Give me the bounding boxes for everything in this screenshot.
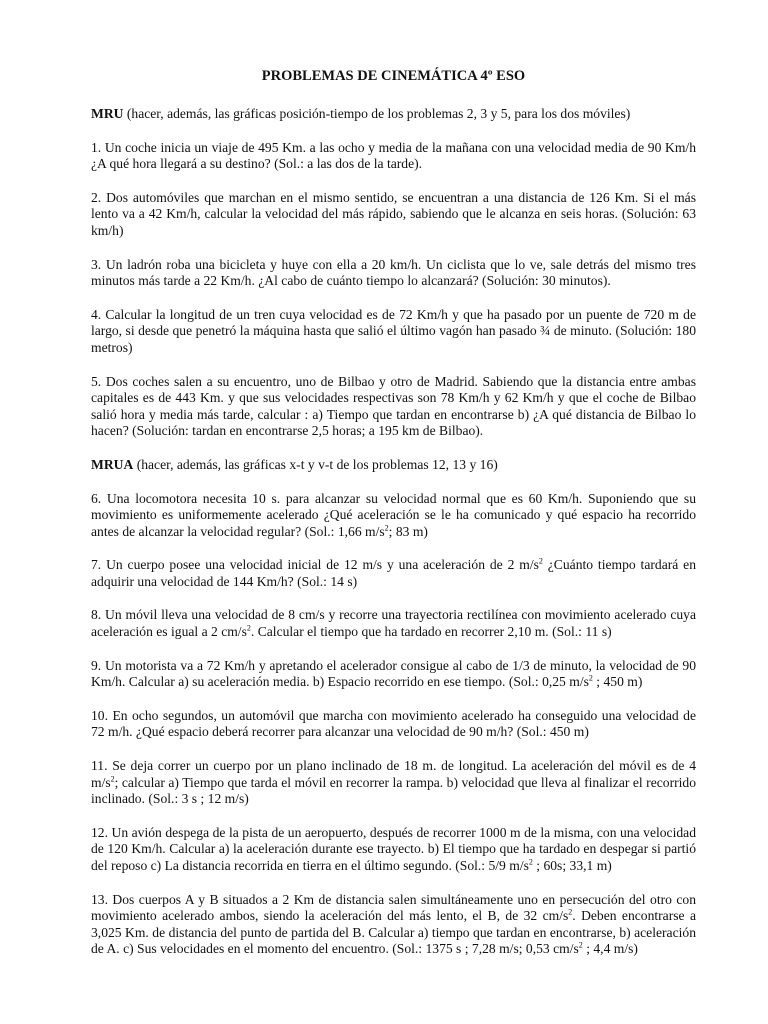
problem-text: 12. Un avión despega de la pista de un aeropuerto, después de recorrer 1000 m de la misma, con una velocidad de 120 Km/h. Calcular a) la aceleración durante ese trayecto. b) El tiempo que ha tardado en despegar si partió del reposo c) La distancia recorrida en tierra en el último segundo. (Sol.: 5/9 m/s xyxy=(91,824,696,873)
problem-text: 9. Un motorista va a 72 Km/h y apretando el acelerador consigue al cabo de 1/3 de minuto, la velocidad de 90 Km/h. Calcular a) su aceleración media. b) Espacio recorrido en ese tiempo. (Sol.: 0,25 m/s xyxy=(91,657,696,690)
problem-text: 7. Un cuerpo posee una velocidad inicial de 12 m/s y una aceleración de 2 m/s xyxy=(91,557,539,573)
problem-paragraph xyxy=(91,557,696,590)
section-heading-label: MRU xyxy=(91,106,124,121)
problem-text: 1. Un coche inicia un viaje de 495 Km. a las ocho y media de la mañana con una velocidad media de 90 Km/h ¿A qué hora llegará a su destino? (Sol.: a las dos de la tarde). xyxy=(91,139,696,172)
problem-text: ; 450 m) xyxy=(592,674,643,690)
superscript: 2 xyxy=(538,556,543,566)
section-heading-note: (hacer, además, las gráficas posición-tiempo de los problemas 2, 3 y 5, para los dos móviles) xyxy=(123,106,631,121)
problem-paragraph xyxy=(91,307,696,357)
problem-text: 13. Dos cuerpos A y B situados a 2 Km de distancia salen simultáneamente uno en persecución del otro con movimiento acelerado ambos, siendo la aceleración del más lento, el B, de 32 cm/s xyxy=(91,891,696,924)
problem-paragraph xyxy=(91,257,696,290)
superscript: 2 xyxy=(588,673,593,683)
superscript: 2 xyxy=(568,907,573,917)
section-heading-mru xyxy=(91,106,696,123)
document-title: PROBLEMAS DE CINEMÁTICA 4º ESO xyxy=(261,68,526,84)
problem-paragraph xyxy=(91,825,696,875)
problem-text: ; 83 m) xyxy=(388,523,428,539)
superscript: 2 xyxy=(528,857,533,867)
superscript: 2 xyxy=(246,623,251,633)
problem-paragraph xyxy=(91,658,696,691)
document-body xyxy=(91,106,696,958)
problem-paragraph xyxy=(91,607,696,640)
problem-text: 2. Dos automóviles que marchan en el mismo sentido, se encuentran a una distancia de 126 Km. Si el más lento va a 42 Km/h, calcular la velocidad del más rápido, sabiendo que le alcanza en seis horas. (Solución: 63 km/h) xyxy=(91,189,696,238)
problem-paragraph xyxy=(91,140,696,173)
problem-paragraph xyxy=(91,491,696,541)
problem-text: 3. Un ladrón roba una bicicleta y huye con ella a 20 km/h. Un ciclista que lo ve, sale detrás del mismo tres minutos más tarde a 22 Km/h. ¿Al cabo de cuánto tiempo lo alcanzará? (Solución: 30 minutos). xyxy=(91,256,696,289)
section-heading-mrua xyxy=(91,457,696,474)
problem-paragraph xyxy=(91,892,696,958)
problem-text: 10. En ocho segundos, un automóvil que marcha con movimiento acelerado ha conseguido una velocidad de 72 m/h. ¿Qué espacio deberá recorrer para alcanzar una velocidad de 90 m/h? (Sol.: 450 m) xyxy=(91,707,696,740)
superscript: 2 xyxy=(384,523,389,533)
problem-text: 11. Se deja correr un cuerpo por un plano inclinado de 18 m. de longitud. La aceleración del móvil es de 4 m/s xyxy=(91,758,696,790)
problem-text: ; 60s; 33,1 m) xyxy=(532,858,612,873)
problem-text: 5. Dos coches salen a su encuentro, uno de Bilbao y otro de Madrid. Sabiendo que la distancia entre ambas capitales es de 443 Km. y que sus velocidades respectivas son 78 Km/h y 62 Km/h y que el coche de Bilbao salió hora y media más tarde, calcular : a) Tiempo que tardan en encontrarse b) ¿A qué distancia de Bilbao lo hacen? (Solución: tardan en encontrarse 2,5 horas; a 195 km de Bilbao). xyxy=(91,373,696,439)
problem-text: . Deben encontrarse a 3,025 Km. de distancia del punto de partida del B. Calcular a) tiempo que tardan en encontrarse, b) aceleración de A. c) Sus velocidades en el momento del encuentro. (Sol.: 1375 s ; 7,28 m/s; 0,53 cm/s xyxy=(91,908,696,957)
section-heading-note: (hacer, además, las gráficas x-t y v-t de los problemas 12, 13 y 16) xyxy=(133,456,498,472)
problem-text: ; calcular a) Tiempo que tarda el móvil en recorrer la rampa. b) velocidad que lleva al finalizar el recorrido inclinado. (Sol.: 3 s ; 12 m/s) xyxy=(91,774,696,807)
section-heading-label: MRUA xyxy=(91,456,134,472)
problem-text: ; 4,4 m/s) xyxy=(582,941,638,957)
problem-paragraph xyxy=(91,190,696,240)
superscript: 2 xyxy=(110,774,115,784)
problem-text: . Calcular el tiempo que ha tardado en recorrer 2,10 m. (Sol.: 11 s) xyxy=(250,624,612,640)
problem-paragraph xyxy=(91,708,696,741)
problem-paragraph xyxy=(91,374,696,440)
problem-text: ¿Cuánto tiempo tardará en adquirir una velocidad de 144 Km/h? (Sol.: 14 s) xyxy=(91,557,696,589)
problem-text: 6. Una locomotora necesita 10 s. para alcanzar su velocidad normal que es 60 Km/h. Suponiendo que su movimiento es uniformemente acelerado ¿Qué aceleración se le ha comunicado y qué espacio ha recorrido antes de alcanzar la velocidad regular? (Sol.: 1,66 m/s xyxy=(91,490,696,539)
problem-text: 4. Calcular la longitud de un tren cuya velocidad es de 72 Km/h y que ha pasado por un puente de 720 m de largo, si desde que penetró la máquina hasta que salió el último vagón han pasado ¾ de minuto. (Solución: 180 metros) xyxy=(91,306,696,355)
problem-paragraph xyxy=(91,758,696,808)
superscript: 2 xyxy=(578,940,583,950)
problem-text: 8. Un móvil lleva una velocidad de 8 cm/s y recorre una trayectoria rectilínea con movimiento acelerado cuya aceleración es igual a 2 cm/s xyxy=(91,607,696,640)
